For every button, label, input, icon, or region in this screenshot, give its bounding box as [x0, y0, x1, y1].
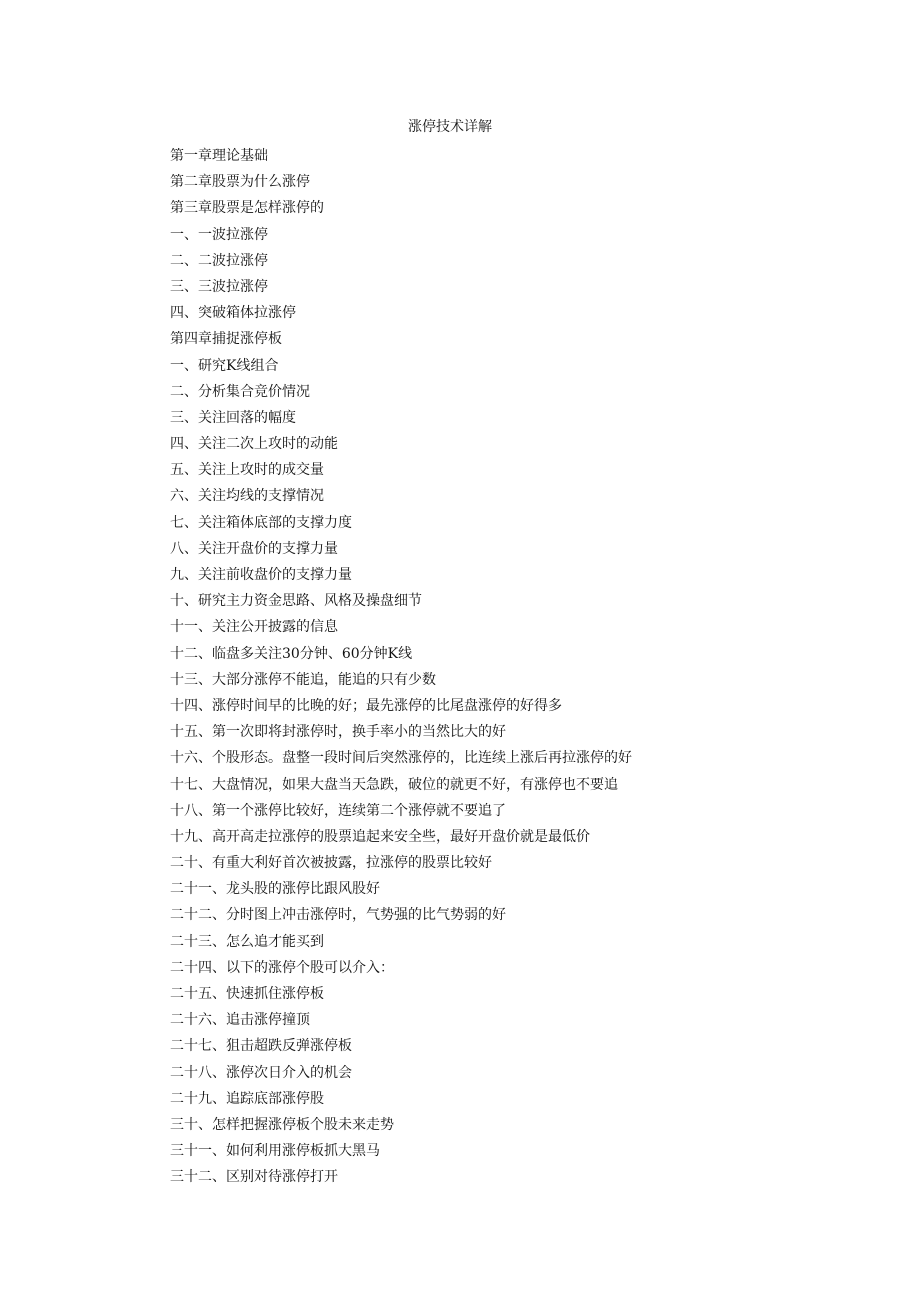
- toc-item: 二、分析集合竞价情况: [170, 383, 310, 400]
- toc-item: 五、关注上攻时的成交量: [170, 462, 324, 479]
- toc-item: 四、关注二次上攻时的动能: [170, 436, 338, 453]
- toc-item: 第四章捕捉涨停板: [170, 331, 282, 348]
- toc-item: 三十、怎样把握涨停板个股未来走势: [170, 1116, 394, 1133]
- toc-item: 十二、临盘多关注30分钟、60分钟K线: [170, 645, 413, 662]
- toc-item: 第三章股票是怎样涨停的: [170, 200, 324, 217]
- toc-item: 二十七、狙击超跌反弹涨停板: [170, 1038, 352, 1055]
- toc-item: 三十二、区别对待涨停打开: [170, 1169, 338, 1186]
- toc-item: 十五、第一次即将封涨停时，换手率小的当然比大的好: [170, 724, 506, 741]
- toc-item: 第二章股票为什么涨停: [170, 174, 310, 191]
- toc-item: 十四、涨停时间早的比晚的好；最先涨停的比尾盘涨停的好得多: [170, 697, 562, 714]
- toc-item: 二十三、怎么追才能买到: [170, 933, 324, 950]
- toc-item: 二十二、分时图上冲击涨停时，气势强的比气势弱的好: [170, 907, 506, 924]
- toc-item: 七、关注箱体底部的支撑力度: [170, 514, 352, 531]
- toc-item: 十、研究主力资金思路、风格及操盘细节: [170, 593, 422, 610]
- toc-item: 三十一、如何利用涨停板抓大黑马: [170, 1143, 380, 1160]
- toc-item: 一、一波拉涨停: [170, 226, 268, 243]
- toc-item: 一、研究K线组合: [170, 357, 279, 374]
- toc-item: 二十、有重大利好首次被披露，拉涨停的股票比较好: [170, 855, 492, 872]
- toc-item: 十六、个股形态。盘整一段时间后突然涨停的，比连续上涨后再拉涨停的好: [170, 750, 632, 767]
- toc-item: 第一章理论基础: [170, 148, 268, 164]
- document-title: 涨停技术详解: [408, 119, 492, 135]
- toc-item: 二十九、追踪底部涨停股: [170, 1090, 324, 1107]
- toc-item: 九、关注前收盘价的支撑力量: [170, 567, 352, 583]
- toc-item: 二十四、以下的涨停个股可以介入：: [170, 959, 394, 976]
- toc-item: 八、关注开盘价的支撑力量: [170, 540, 338, 557]
- toc-item: 四、突破箱体拉涨停: [170, 305, 296, 322]
- toc-item: 二十一、龙头股的涨停比跟风股好: [170, 881, 380, 898]
- table-of-contents: [170, 143, 632, 1191]
- toc-item: 十三、大部分涨停不能追，能追的只有少数: [170, 671, 436, 688]
- toc-item: 十一、关注公开披露的信息: [170, 619, 338, 636]
- toc-item: 二十五、快速抓住涨停板: [170, 986, 324, 1002]
- toc-item: 六、关注均线的支撑情况: [170, 488, 324, 505]
- toc-item: 三、三波拉涨停: [170, 278, 268, 295]
- toc-item: 十七、大盘情况，如果大盘当天急跌，破位的就更不好，有涨停也不要追: [170, 776, 618, 793]
- toc-item: 十八、第一个涨停比较好，连续第二个涨停就不要追了: [170, 802, 506, 819]
- toc-item: 三、关注回落的幅度: [170, 409, 296, 426]
- toc-item: 二十六、追击涨停撞顶: [170, 1012, 310, 1029]
- toc-item: 二、二波拉涨停: [170, 252, 268, 269]
- toc-item: 二十八、涨停次日介入的机会: [170, 1064, 352, 1081]
- toc-item: 十九、高开高走拉涨停的股票追起来安全些，最好开盘价就是最低价: [170, 828, 590, 845]
